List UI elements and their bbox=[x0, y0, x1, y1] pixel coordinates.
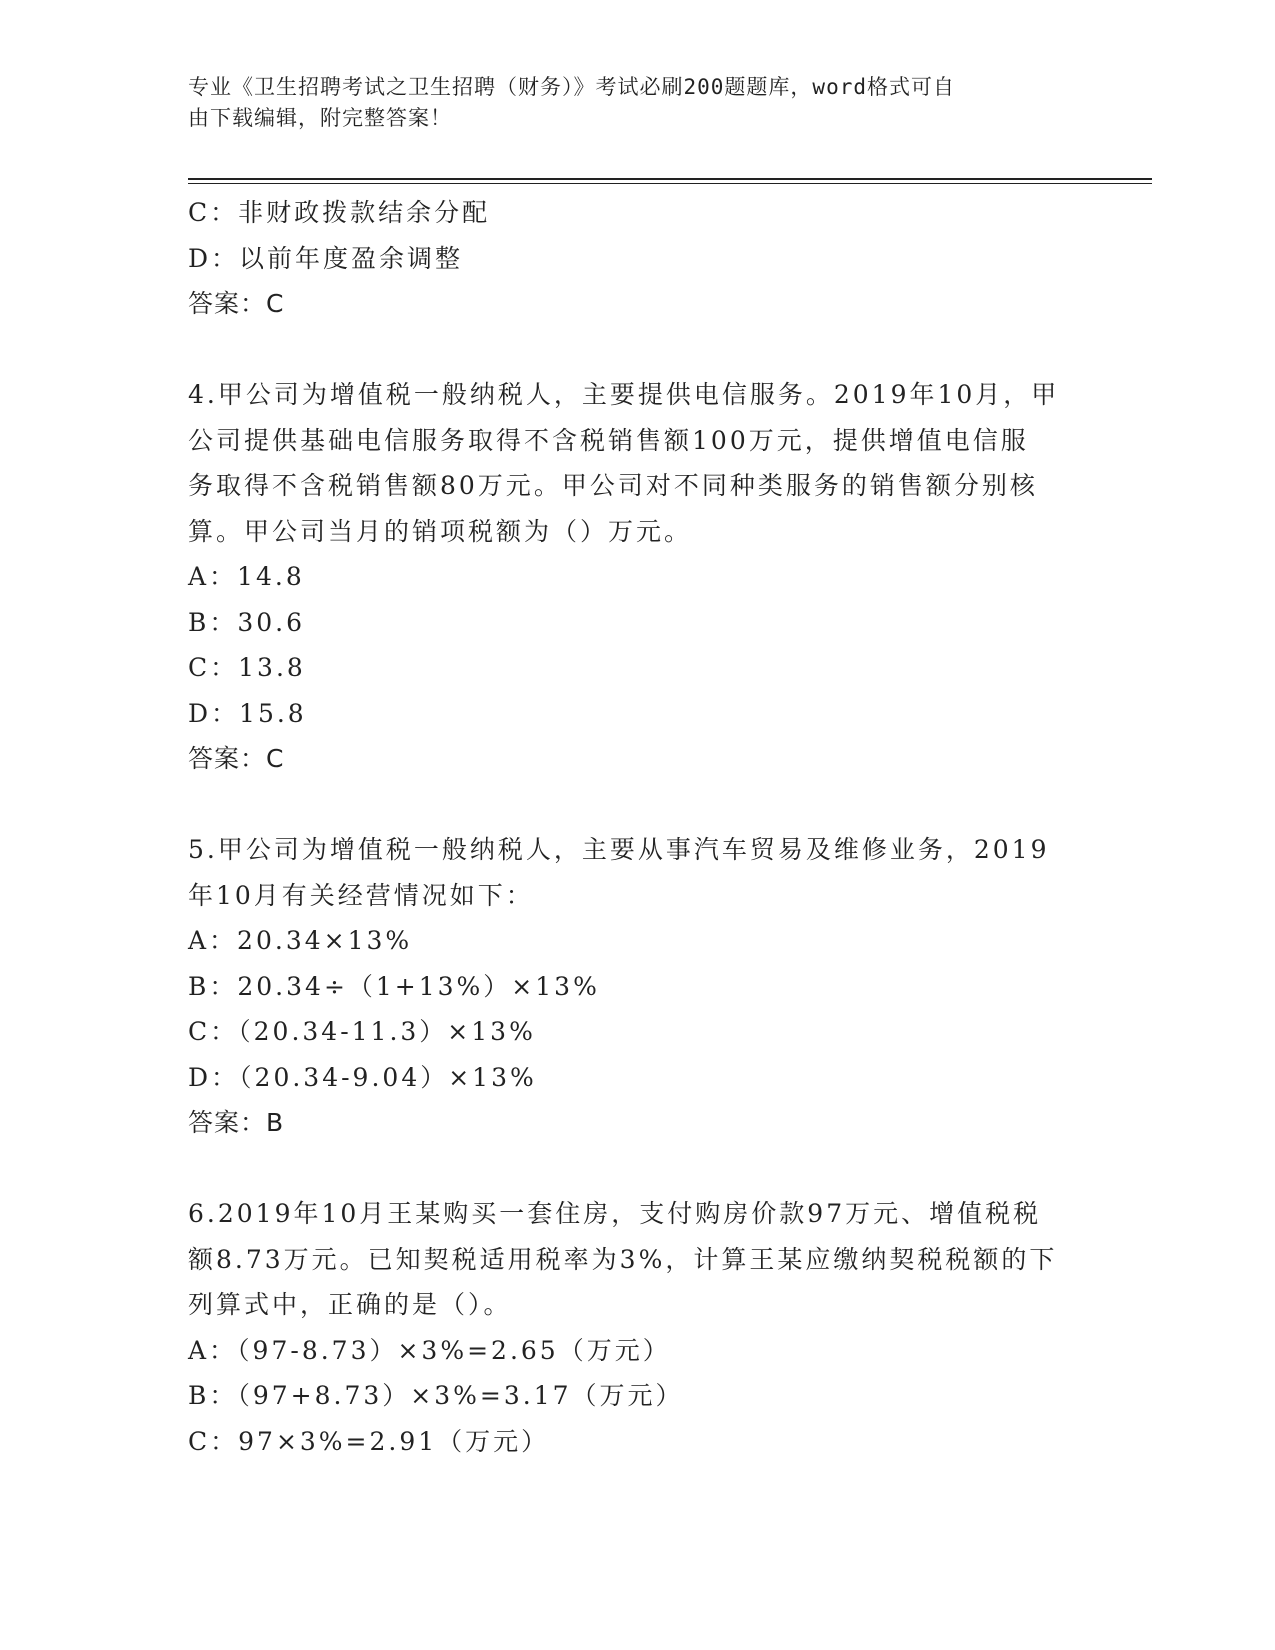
spacer bbox=[188, 782, 1088, 828]
option-a: A：（97-8.73）×3%=2.65（万元） bbox=[188, 1335, 671, 1365]
document-header bbox=[188, 72, 1088, 134]
option-c: C：97×3%=2.91（万元） bbox=[188, 1426, 550, 1456]
question-6 bbox=[188, 1191, 1088, 1464]
question-stem-line: 列算式中，正确的是（）。 bbox=[188, 1290, 512, 1319]
question-3 bbox=[188, 190, 1088, 327]
answer-line: 答案：C bbox=[188, 744, 285, 773]
question-4 bbox=[188, 372, 1088, 782]
option-c: C：（20.34-11.3）×13% bbox=[188, 1017, 536, 1046]
header-line-2: 由下载编辑，附完整答案！ bbox=[188, 106, 452, 130]
option-d: D：以前年度盈余调整 bbox=[188, 243, 464, 273]
header-rule-thick bbox=[188, 178, 1152, 180]
answer-line: 答案：C bbox=[188, 289, 285, 318]
question-stem-line: 公司提供基础电信服务取得不含税销售额100万元，提供增值电信服 bbox=[188, 425, 1029, 455]
question-stem-line: 算。甲公司当月的销项税额为（）万元。 bbox=[188, 516, 693, 546]
option-d: D：15.8 bbox=[188, 698, 307, 728]
question-stem-line: 年10月有关经营情况如下： bbox=[188, 880, 534, 910]
question-stem-line: 6.2019年10月王某购买一套住房，支付购房价款97万元、增值税税 bbox=[188, 1199, 1042, 1228]
question-stem-line: 4.甲公司为增值税一般纳税人，主要提供电信服务。2019年10月，甲 bbox=[188, 380, 1060, 409]
document-body bbox=[188, 190, 1088, 1464]
option-a: A：14.8 bbox=[188, 562, 305, 591]
question-stem-line: 额8.73万元。已知契税适用税率为3%，计算王某应缴纳契税税额的下 bbox=[188, 1244, 1058, 1274]
option-a: A：20.34×13% bbox=[188, 926, 413, 955]
question-stem-line: 务取得不含税销售额80万元。甲公司对不同种类服务的销售额分别核 bbox=[188, 471, 1038, 500]
option-b: B：30.6 bbox=[188, 607, 306, 637]
question-stem-line: 5.甲公司为增值税一般纳税人，主要从事汽车贸易及维修业务，2019 bbox=[188, 835, 1050, 864]
spacer bbox=[188, 327, 1088, 373]
header-line-1: 专业《卫生招聘考试之卫生招聘（财务）》考试必刷200题题库，word格式可自 bbox=[188, 75, 955, 99]
option-b: B：（97+8.73）×3%=3.17（万元） bbox=[188, 1381, 684, 1410]
option-d: D：（20.34-9.04）×13% bbox=[188, 1062, 537, 1092]
spacer bbox=[188, 1146, 1088, 1192]
question-5 bbox=[188, 827, 1088, 1146]
answer-line: 答案：B bbox=[188, 1108, 285, 1137]
option-b: B：20.34÷（1+13%）×13% bbox=[188, 971, 600, 1001]
option-c: C：13.8 bbox=[188, 653, 306, 682]
option-c: C：非财政拨款结余分配 bbox=[188, 198, 491, 227]
header-rule-thin bbox=[188, 183, 1152, 184]
